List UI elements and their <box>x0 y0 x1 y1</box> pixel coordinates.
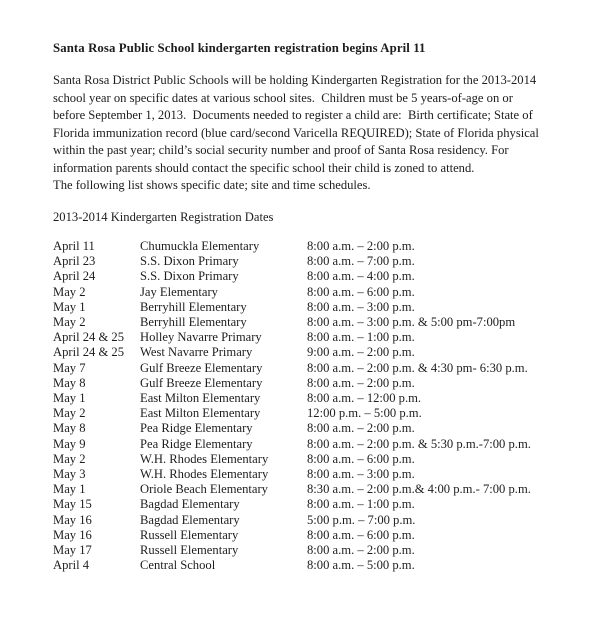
schedule-row <box>53 543 570 558</box>
intro-line: Santa Rosa District Public Schools will be holding Kindergarten Registration for the 2013-2014 <box>53 73 537 87</box>
schedule-row <box>53 406 570 421</box>
schedule-row <box>53 391 570 406</box>
list-note: The following list shows specific date; site and time schedules. <box>53 178 371 192</box>
schedule-date: April 24 & 25 <box>53 345 125 360</box>
schedule-row <box>53 452 570 467</box>
schedule-site: Berryhill Elementary <box>140 315 247 330</box>
schedule-row <box>53 528 570 543</box>
schedule-time: 8:00 a.m. – 2:00 p.m. & 4:30 pm- 6:30 p.m. <box>307 360 528 375</box>
intro-line: within the past year; child’s social security number and proof of Santa Rosa residency. For <box>53 143 509 157</box>
schedule-site: W.H. Rhodes Elementary <box>140 467 269 482</box>
schedule-date: May 2 <box>53 284 86 299</box>
intro-paragraph <box>53 72 570 177</box>
schedule-row <box>53 497 570 512</box>
schedule-row <box>53 558 570 573</box>
schedule-time: 9:00 a.m. – 2:00 p.m. <box>307 345 415 360</box>
schedule-date: May 17 <box>53 543 92 558</box>
schedule-date: May 1 <box>53 299 86 314</box>
schedule-time: 8:00 a.m. – 7:00 p.m. <box>307 254 415 269</box>
schedule-site: Pea Ridge Elementary <box>140 436 253 451</box>
schedule-date: May 16 <box>53 512 92 527</box>
schedule-row <box>53 300 570 315</box>
schedule-site: Gulf Breeze Elementary <box>140 360 263 375</box>
schedule-time: 8:00 a.m. – 1:00 p.m. <box>307 497 415 512</box>
schedule-site: Holley Navarre Primary <box>140 330 262 345</box>
schedule-site: West Navarre Primary <box>140 345 253 360</box>
schedule-date: April 23 <box>53 254 96 269</box>
intro-line: school year on specific dates at various school sites. Children must be 5 years-of-age on or <box>53 90 513 105</box>
schedule-time: 8:00 a.m. – 2:00 p.m. <box>307 543 415 558</box>
schedule-time: 12:00 p.m. – 5:00 p.m. <box>307 406 422 421</box>
schedule-time: 8:00 a.m. – 3:00 p.m. <box>307 467 415 482</box>
schedule-date: May 9 <box>53 436 86 451</box>
schedule-date: May 3 <box>53 467 86 482</box>
schedule-site: S.S. Dixon Primary <box>140 269 239 284</box>
schedule-row <box>53 269 570 284</box>
schedule-row <box>53 376 570 391</box>
schedule-row <box>53 345 570 360</box>
schedule-site: Bagdad Elementary <box>140 497 240 512</box>
schedule-time: 8:00 a.m. – 3:00 p.m. <box>307 299 415 314</box>
schedule-row <box>53 421 570 436</box>
schedule-date: April 24 <box>53 269 96 284</box>
schedule-row <box>53 330 570 345</box>
schedule-site: Bagdad Elementary <box>140 512 240 527</box>
schedule-row <box>53 482 570 497</box>
schedule-time: 8:00 a.m. – 2:00 p.m. <box>307 239 415 253</box>
schedule-date: May 7 <box>53 360 86 375</box>
schedule-site: W.H. Rhodes Elementary <box>140 451 269 466</box>
schedule-time: 8:00 a.m. – 2:00 p.m. <box>307 421 415 436</box>
schedule-time: 8:00 a.m. – 2:00 p.m. & 5:30 p.m.-7:00 p.m. <box>307 436 531 451</box>
intro-line: Florida immunization record (blue card/second Varicella REQUIRED); State of Florida physical <box>53 125 539 140</box>
schedule-table <box>53 239 570 573</box>
schedule-site: Gulf Breeze Elementary <box>140 375 263 390</box>
schedule-site: East Milton Elementary <box>140 406 261 421</box>
schedule-time: 8:00 a.m. – 6:00 p.m. <box>307 284 415 299</box>
schedule-site: East Milton Elementary <box>140 391 261 406</box>
document-title: Santa Rosa Public School kindergarten registration begins April 11 <box>53 41 426 55</box>
schedule-date: April 24 & 25 <box>53 330 125 345</box>
schedule-site: Central School <box>140 558 216 573</box>
schedule-row <box>53 285 570 300</box>
schedule-date: May 1 <box>53 482 86 497</box>
schedule-time: 8:00 a.m. – 6:00 p.m. <box>307 527 415 542</box>
schedule-row <box>53 361 570 376</box>
schedule-time: 8:30 a.m. – 2:00 p.m.& 4:00 p.m.- 7:00 p.m. <box>307 482 531 497</box>
schedule-row <box>53 315 570 330</box>
schedule-date: May 2 <box>53 406 86 421</box>
schedule-time: 8:00 a.m. – 3:00 p.m. & 5:00 pm-7:00pm <box>307 315 516 330</box>
schedule-date: May 16 <box>53 527 92 542</box>
schedule-heading: 2013-2014 Kindergarten Registration Dates <box>53 209 274 224</box>
schedule-time: 8:00 a.m. – 12:00 p.m. <box>307 391 422 406</box>
schedule-time: 8:00 a.m. – 1:00 p.m. <box>307 330 415 345</box>
schedule-time: 8:00 a.m. – 5:00 p.m. <box>307 558 415 573</box>
schedule-site: Chumuckla Elementary <box>140 239 260 253</box>
schedule-date: April 4 <box>53 558 90 573</box>
schedule-date: May 8 <box>53 421 86 436</box>
schedule-date: May 8 <box>53 375 86 390</box>
schedule-site: Russell Elementary <box>140 527 239 542</box>
schedule-site: Russell Elementary <box>140 543 239 558</box>
intro-line: before September 1, 2013. Documents needed to register a child are: Birth certificate; State of <box>53 108 533 122</box>
schedule-date: May 1 <box>53 391 86 406</box>
schedule-site: Oriole Beach Elementary <box>140 482 268 497</box>
schedule-date: May 2 <box>53 315 86 330</box>
schedule-time: 8:00 a.m. – 2:00 p.m. <box>307 375 415 390</box>
schedule-row <box>53 239 570 254</box>
schedule-site: Jay Elementary <box>140 284 218 299</box>
schedule-date: April 11 <box>53 239 95 253</box>
schedule-row <box>53 513 570 528</box>
schedule-row <box>53 467 570 482</box>
schedule-row <box>53 254 570 269</box>
intro-line: information parents should contact the specific school their child is zoned to attend. <box>53 160 475 175</box>
schedule-row <box>53 437 570 452</box>
schedule-date: May 15 <box>53 497 92 512</box>
schedule-time: 5:00 p.m. – 7:00 p.m. <box>307 512 416 527</box>
schedule-date: May 2 <box>53 451 86 466</box>
schedule-site: S.S. Dixon Primary <box>140 254 239 269</box>
schedule-time: 8:00 a.m. – 6:00 p.m. <box>307 451 415 466</box>
schedule-site: Berryhill Elementary <box>140 299 247 314</box>
schedule-time: 8:00 a.m. – 4:00 p.m. <box>307 269 415 284</box>
schedule-site: Pea Ridge Elementary <box>140 421 253 436</box>
